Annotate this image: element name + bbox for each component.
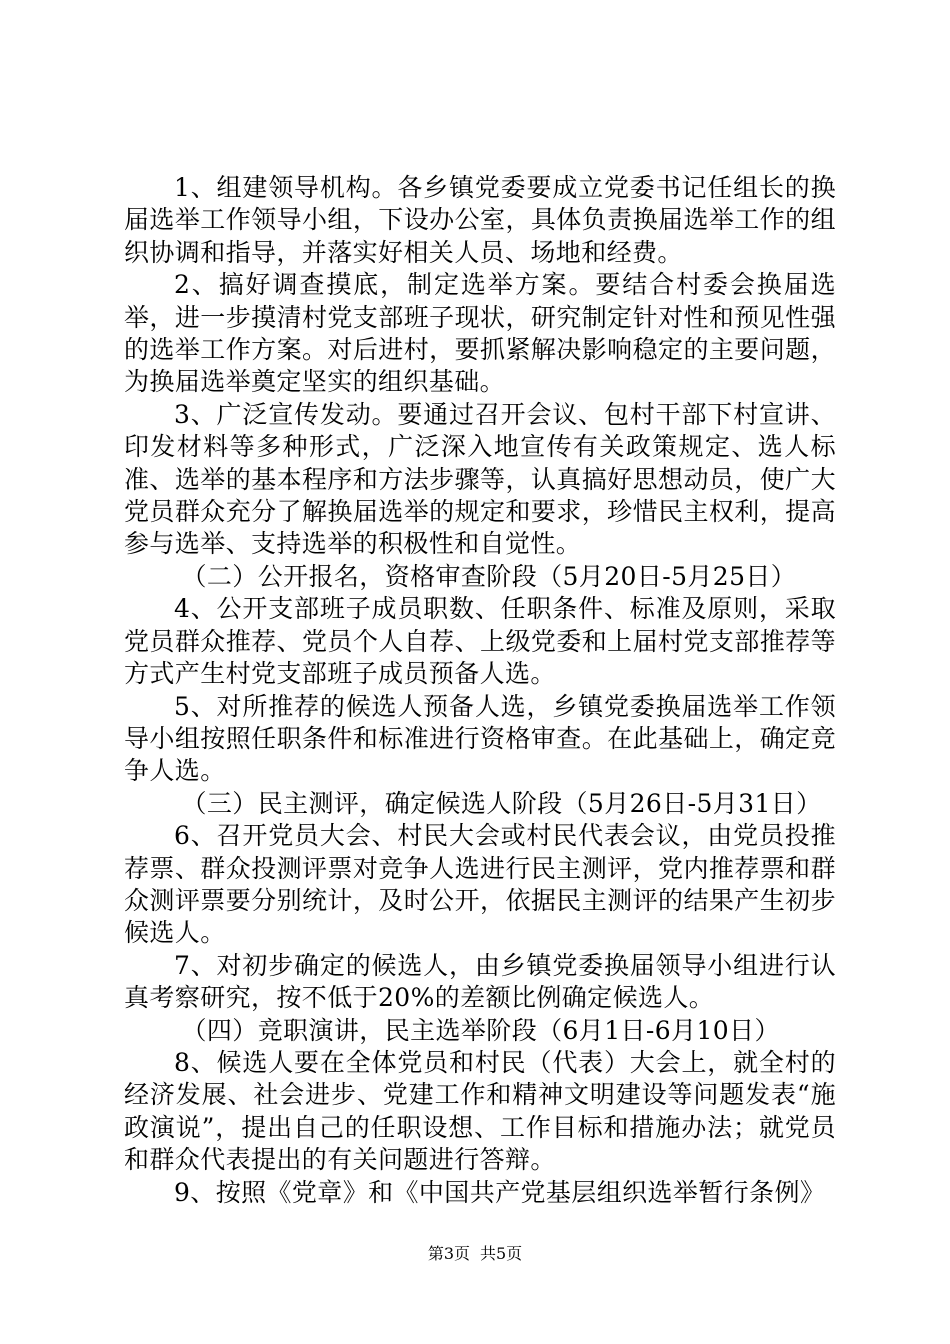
page-total: 共5页 — [480, 1244, 523, 1263]
section-heading-3: （三）民主测评，确定候选人阶段（5月26日-5月31日） — [181, 788, 822, 818]
paragraph-item-7: 7、对初步确定的候选人，由乡镇党委换届领导小组进行认真考察研究，按不低于20%的差额比例确定候选人。 — [124, 950, 836, 1013]
page-footer — [0, 1244, 950, 1264]
paragraph-item-2: 2、搞好调查摸底，制定选举方案。要结合村委会换届选举，进一步摸清村党支部班子现状，研究制定针对性和预见性强的选举工作方案。对后进村，要抓紧解决影响稳定的主要问题，为换届选举奠定坚实的组织基础。 — [124, 270, 836, 397]
paragraph-item-9: 9、按照《党章》和《中国共产党基层组织选举暂行条例》 — [174, 1177, 826, 1207]
paragraph-item-6: 6、召开党员大会、村民大会或村民代表会议，由党员投推荐票、群众投测评票对竞争人选进行民主测评，党内推荐票和群众测评票要分别统计，及时公开，依据民主测评的结果产生初步候选人。 — [124, 821, 836, 948]
paragraph-item-3: 3、广泛宣传发动。要通过召开会议、包村干部下村宣讲、印发材料等多种形式，广泛深入地宣传有关政策规定、选人标准、选举的基本程序和方法步骤等，认真搞好思想动员，使广大党员群众充分了解换届选举的规定和要求，珍惜民主权利，提高参与选举、支持选举的积极性和自觉性。 — [124, 399, 836, 559]
section-heading-2: （二）公开报名，资格审查阶段（5月20日-5月25日） — [181, 561, 797, 591]
document-body — [124, 172, 836, 1209]
paragraph-item-4: 4、公开支部班子成员职数、任职条件、标准及原则，采取党员群众推荐、党员个人自荐、上级党委和上届村党支部推荐等方式产生村党支部班子成员预备人选。 — [124, 594, 836, 689]
paragraph-item-1: 1、组建领导机构。各乡镇党委要成立党委书记任组长的换届选举工作领导小组，下设办公室，具体负责换届选举工作的组织协调和指导，并落实好相关人员、场地和经费。 — [124, 173, 836, 267]
paragraph-item-5: 5、对所推荐的候选人预备人选，乡镇党委换届选举工作领导小组按照任职条件和标准进行资格审查。在此基础上，确定竞争人选。 — [124, 691, 836, 786]
paragraph-item-8: 8、候选人要在全体党员和村民（代表）大会上，就全村的经济发展、社会进步、党建工作和精神文明建设等问题发表“施政演说”，提出自己的任职设想、工作目标和措施办法；就党员和群众代表提出的有关问题进行答辩。 — [124, 1047, 836, 1175]
section-heading-4: （四）竞职演讲，民主选举阶段（6月1日-6月10日） — [181, 1015, 780, 1045]
page-number: 第3页 — [427, 1244, 470, 1263]
